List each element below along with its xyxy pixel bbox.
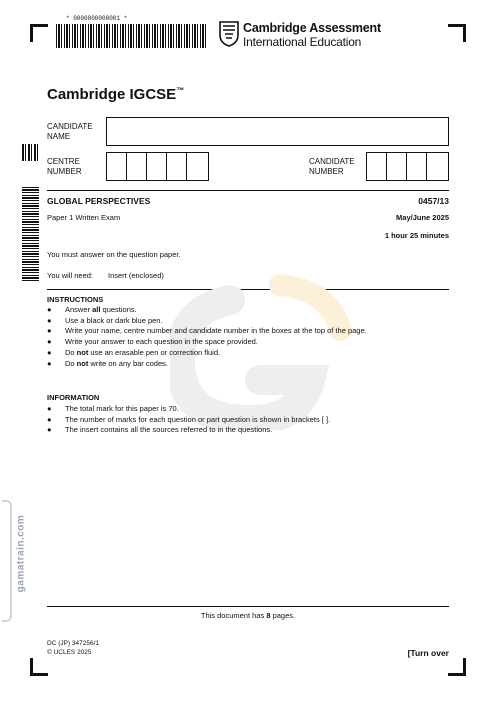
instruction-item: ● Use a black or dark blue pen.: [47, 315, 163, 325]
centre-number-box[interactable]: [186, 152, 209, 181]
logo-line1: Cambridge Assessment: [243, 21, 381, 35]
qualification-title: [47, 86, 184, 103]
candidate-number-box[interactable]: [406, 152, 427, 181]
you-will-need-label: You will need:: [47, 271, 94, 280]
instruction-item: ● Write your name, centre number and candidate number in the boxes at the top of the page.: [47, 326, 367, 336]
divider-top: [47, 190, 449, 191]
centre-number-box[interactable]: [166, 152, 187, 181]
bullet-icon: ●: [47, 358, 52, 368]
candidate-number-box[interactable]: [386, 152, 407, 181]
bullet-icon: ●: [47, 347, 52, 357]
instructions-heading: INSTRUCTIONS: [47, 295, 104, 304]
side-watermark-bracket: [2, 500, 12, 622]
subject-title: GLOBAL PERSPECTIVES: [47, 196, 151, 206]
instruction-item: ● Do not use an erasable pen or correction fluid.: [47, 347, 221, 357]
qualification-name: Cambridge IGCSE: [47, 86, 177, 103]
answer-note: You must answer on the question paper.: [47, 250, 181, 259]
bullet-icon: ●: [47, 305, 52, 314]
pages-note: This document has 8 pages.: [200, 611, 296, 620]
logo-line2: International Education: [243, 35, 362, 49]
instruction-item: ● Do not write on any bar codes.: [47, 358, 168, 368]
barcode-text: * 0000800000001 *: [66, 15, 128, 22]
document-reference: DC (JP) 347256/1: [47, 640, 100, 647]
you-will-need-value: Insert (enclosed): [108, 271, 164, 280]
information-item: ● The number of marks for each question or part question is shown in brackets [ ].: [47, 414, 331, 424]
information-item: ● The insert contains all the sources referred to in the questions.: [47, 425, 273, 435]
candidate-number-boxes[interactable]: [366, 152, 450, 181]
candidate-name-label: CANDIDATE NAME: [47, 122, 93, 141]
bullet-icon: ●: [47, 337, 52, 347]
side-barcode: [22, 187, 39, 281]
exam-session: May/June 2025: [396, 213, 449, 222]
instruction-item: ● Write your answer to each question in the space provided.: [47, 337, 258, 347]
centre-number-box[interactable]: [106, 152, 127, 181]
turn-over: [Turn over: [407, 648, 449, 658]
bullet-icon: ●: [47, 425, 52, 435]
corner-mark-bottom-left-v: [30, 658, 33, 676]
trademark-mark: ™: [176, 86, 185, 95]
centre-number-box[interactable]: [146, 152, 167, 181]
centre-number-label: CENTRE NUMBER: [47, 157, 82, 176]
corner-mark-top-left-v: [30, 24, 33, 42]
cambridge-logo: [219, 21, 379, 49]
information-heading: INFORMATION: [47, 393, 100, 402]
paper-code: 0457/13: [418, 196, 449, 206]
candidate-number-box[interactable]: [426, 152, 449, 181]
candidate-number-box[interactable]: [366, 152, 387, 181]
corner-mark-bottom-right-v: [463, 658, 466, 676]
bullet-icon: ●: [47, 326, 52, 336]
qr-code: [22, 144, 39, 161]
information-list: [47, 404, 447, 436]
candidate-name-field[interactable]: [106, 117, 449, 146]
exam-duration: 1 hour 25 minutes: [384, 231, 449, 240]
instructions-list: [47, 305, 447, 369]
centre-number-box[interactable]: [126, 152, 147, 181]
centre-number-boxes[interactable]: [106, 152, 210, 181]
instruction-item: ● Answer all questions.: [47, 305, 137, 314]
bullet-icon: ●: [47, 404, 52, 413]
paper-name: Paper 1 Written Exam: [47, 213, 121, 222]
copyright: © UCLES 2025: [47, 649, 92, 656]
bullet-icon: ●: [47, 315, 52, 325]
corner-mark-top-right-v: [463, 24, 466, 42]
candidate-number-label: CANDIDATE NUMBER: [309, 157, 355, 176]
top-barcode: [56, 24, 206, 48]
divider-bottom: [47, 606, 449, 607]
crest-icon: [219, 21, 239, 47]
information-item: ● The total mark for this paper is 70.: [47, 404, 179, 413]
bullet-icon: ●: [47, 414, 52, 424]
side-watermark-text: gamatrain.com: [15, 514, 27, 593]
